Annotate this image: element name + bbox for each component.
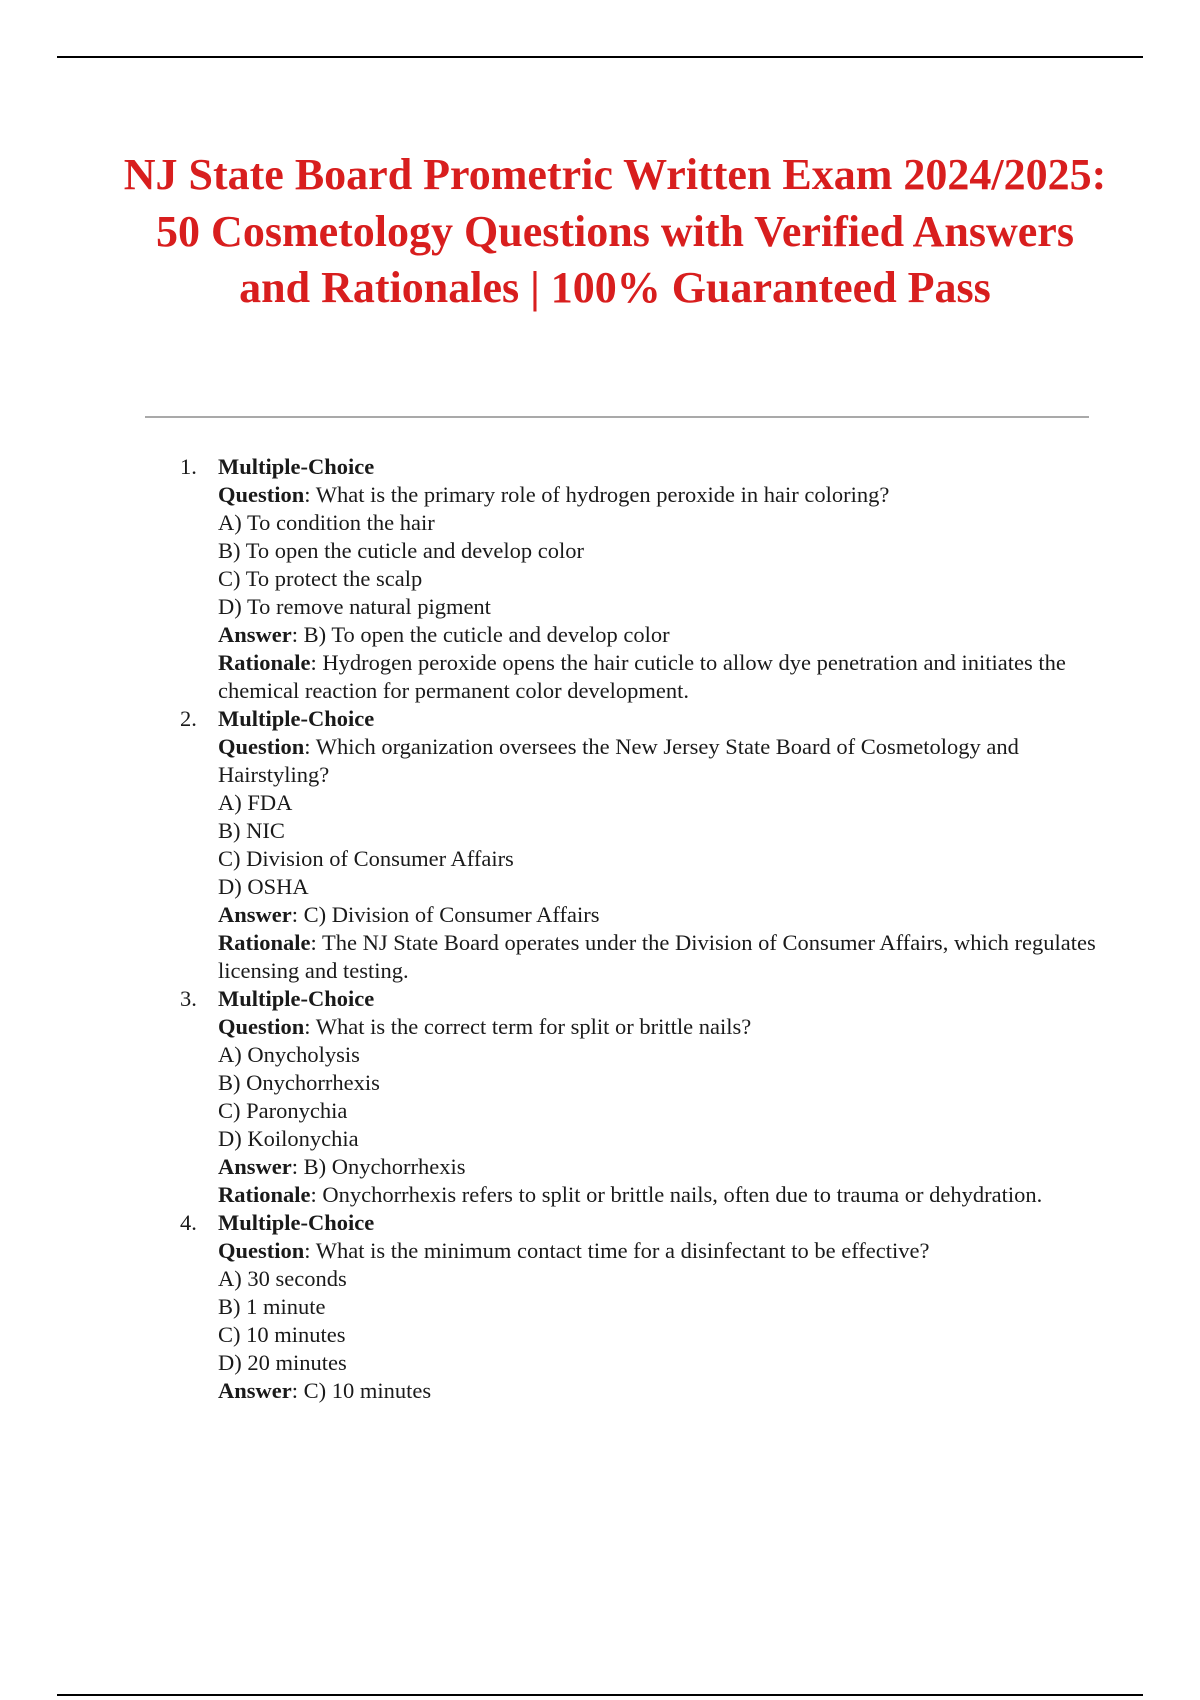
answer-line-text: C) 10 minutes — [303, 1378, 432, 1403]
answer-line-label: Answer — [218, 1378, 292, 1403]
rationale-line-text: Onychorrhexis refers to split or brittle nails, often due to trauma or dehydration. — [322, 1182, 1043, 1207]
answer-line — [218, 1153, 1100, 1181]
question-line-separator: : — [304, 1238, 316, 1263]
rationale-line-separator: : — [310, 1182, 323, 1207]
answer-line-label: Answer — [218, 1154, 292, 1179]
rationale-line-label: Rationale — [218, 650, 311, 675]
answer-line-separator: : — [291, 622, 304, 647]
answer-line-text: B) To open the cuticle and develop color — [303, 622, 670, 647]
question-line — [218, 1237, 1100, 1265]
rationale-line-separator: : — [310, 650, 323, 675]
answer-option: B) To open the cuticle and develop color — [218, 538, 585, 563]
answer-line-text: B) Onychorrhexis — [303, 1154, 466, 1179]
question-item — [180, 985, 1100, 1209]
title-divider — [145, 416, 1089, 418]
answer-option: D) To remove natural pigment — [218, 594, 491, 619]
question-line-text: What is the primary role of hydrogen peroxide in hair coloring? — [315, 482, 890, 507]
answer-line-separator: : — [291, 1378, 304, 1403]
question-line-label: Question — [218, 1014, 305, 1039]
question-type: Multiple-Choice — [218, 706, 375, 731]
question-number: 3. — [180, 986, 197, 1011]
question-type: Multiple-Choice — [218, 986, 375, 1011]
answer-option: D) Koilonychia — [218, 1126, 359, 1151]
question-line-separator: : — [304, 734, 316, 759]
answer-line-separator: : — [291, 902, 304, 927]
question-line-label: Question — [218, 482, 305, 507]
answer-option: B) Onychorrhexis — [218, 1070, 380, 1095]
rationale-line-label: Rationale — [218, 930, 311, 955]
answer-option: D) 20 minutes — [218, 1350, 347, 1375]
answer-option: A) Onycholysis — [218, 1042, 360, 1067]
rationale-line — [218, 929, 1100, 985]
question-type: Multiple-Choice — [218, 1210, 375, 1235]
answer-line-separator: : — [291, 1154, 304, 1179]
bottom-rule — [57, 1694, 1143, 1696]
answer-option: B) 1 minute — [218, 1294, 326, 1319]
rationale-line — [218, 1181, 1100, 1209]
question-line-text: Which organization oversees the New Jersey State Board of Cosmetology and Hairstyling? — [218, 734, 1019, 787]
question-number: 4. — [180, 1210, 197, 1235]
answer-option: C) To protect the scalp — [218, 566, 423, 591]
question-list — [180, 453, 1100, 1405]
question-item — [180, 453, 1100, 705]
answer-line — [218, 901, 1100, 929]
answer-option: A) 30 seconds — [218, 1266, 347, 1291]
answer-line — [218, 621, 1100, 649]
answer-option: C) Division of Consumer Affairs — [218, 846, 514, 871]
answer-option: C) Paronychia — [218, 1098, 348, 1123]
answer-line-label: Answer — [218, 902, 292, 927]
question-line-text: What is the minimum contact time for a disinfectant to be effective? — [315, 1238, 930, 1263]
question-item — [180, 1209, 1100, 1405]
rationale-line-text: The NJ State Board operates under the Division of Consumer Affairs, which regulates licensing and testing. — [218, 930, 1096, 983]
answer-option: A) FDA — [218, 790, 293, 815]
answer-option: B) NIC — [218, 818, 285, 843]
document-title: NJ State Board Prometric Written Exam 2024/2025: 50 Cosmetology Questions with Verified Answers and Rationales | 100% Guaranteed Pass — [123, 150, 1107, 312]
question-item — [180, 705, 1100, 985]
top-rule — [57, 56, 1143, 58]
rationale-line — [218, 649, 1100, 705]
question-line-text: What is the correct term for split or brittle nails? — [315, 1014, 752, 1039]
question-number: 2. — [180, 706, 197, 731]
rationale-line-label: Rationale — [218, 1182, 311, 1207]
question-line-label: Question — [218, 1238, 305, 1263]
answer-line-text: C) Division of Consumer Affairs — [303, 902, 600, 927]
question-number: 1. — [180, 454, 197, 479]
question-line — [218, 1013, 1100, 1041]
question-line — [218, 481, 1100, 509]
answer-option: D) OSHA — [218, 874, 309, 899]
question-line-separator: : — [304, 1014, 316, 1039]
rationale-line-text: Hydrogen peroxide opens the hair cuticle to allow dye penetration and initiates the chemical reaction for permanent color development. — [218, 650, 1066, 703]
answer-option: C) 10 minutes — [218, 1322, 346, 1347]
rationale-line-separator: : — [310, 930, 322, 955]
answer-line-label: Answer — [218, 622, 292, 647]
answer-line — [218, 1377, 1100, 1405]
question-line-separator: : — [304, 482, 316, 507]
answer-option: A) To condition the hair — [218, 510, 435, 535]
question-line — [218, 733, 1100, 789]
question-type: Multiple-Choice — [218, 454, 375, 479]
question-line-label: Question — [218, 734, 305, 759]
